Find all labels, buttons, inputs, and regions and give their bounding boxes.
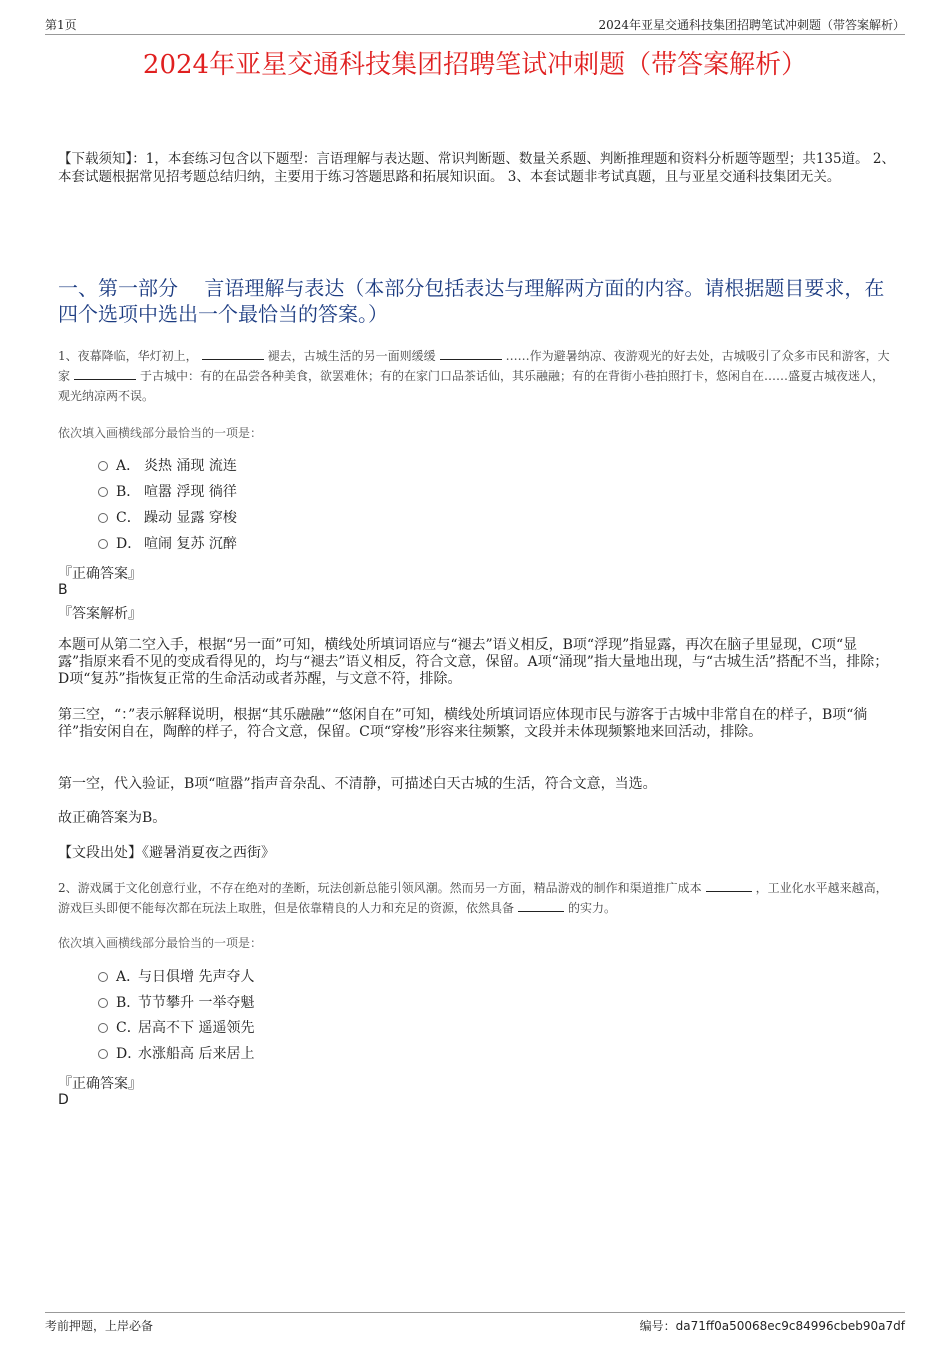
header-doc-title: 2024年亚星交通科技集团招聘笔试冲刺题（带答案解析） [598,18,905,32]
page-footer [45,1312,905,1333]
q2-option-d[interactable] [98,1044,254,1064]
q1-analysis-p1: 本题可从第二空入手，根据“另一面”可知，横线处所填词语应与“褪去”语义相反，B项“浮现”指显露，再次在脑子里显现，C项“显露”指原来看不见的变成看得见的，均与“褪去”语义相反，符合文意，保留。A项“涌现”指大量地出现，与“古城生活”搭配不当，排除；D项“复苏”指恢复正常的生命活动或者苏醒，与文意不符，排除。 [58,637,889,687]
q1-text-2: 褪去，古城生活的另一面则缓缓 [267,349,436,363]
document-title: 2024年亚星交通科技集团招聘笔试冲刺题（带答案解析） [142,50,808,80]
option-letter: C． [116,1020,141,1036]
option-letter: A． [116,969,141,985]
radio-icon[interactable] [98,513,108,523]
q2-text-1: 2、游戏属于文化创意行业，不存在绝对的垄断，玩法创新总能引领风潮。然而另一方面，精品游戏的制作和渠道推广成本 [58,881,702,895]
q2-answer: D [58,1092,69,1108]
footer-code-value: da71ff0a50068ec9c84996cbeb90a7df [675,1319,905,1333]
option-letter: B． [116,484,141,500]
q1-analysis-label: 『答案解析』 [58,606,142,622]
option-text: 与日俱增 先声夺人 [138,969,255,985]
option-text: 居高不下 遥遥领先 [138,1020,255,1036]
question-2-stem [58,878,895,918]
q2-blank-2 [518,899,564,912]
radio-icon[interactable] [98,461,108,471]
radio-icon[interactable] [98,972,108,982]
section-heading: 一、第一部分 言语理解与表达（本部分包括表达与理解两方面的内容。请根据题目要求，在四个选项中选出一个最恰当的答案。） [58,276,885,326]
q2-answer-label: 『正确答案』 [58,1076,142,1092]
option-letter: B． [116,995,141,1011]
q1-option-a[interactable] [98,456,237,476]
q1-text-3: ……作为避暑纳凉、夜游观光的好去处，古城吸引了众多市民和游客，大家 [58,349,890,383]
question-1-stem [58,346,895,406]
q1-option-b[interactable] [98,482,237,502]
option-text: 节节攀升 一举夺魁 [138,995,255,1011]
page-number: 第1页 [45,18,77,32]
q1-option-c[interactable] [98,508,237,528]
footer-slogan: 考前押题，上岸必备 [45,1319,154,1333]
option-text: 喧闹 复苏 沉醉 [144,536,237,552]
option-letter: D． [116,1046,142,1062]
footer-code [640,1317,905,1334]
q1-option-d[interactable] [98,534,237,554]
q2-text-3: 的实力。 [568,901,617,915]
q1-blank-3 [74,367,136,380]
page-header [45,16,905,35]
option-text: 喧嚣 浮现 徜徉 [144,484,237,500]
q1-answer: B [58,582,68,598]
q1-prompt: 依次填入画横线部分最恰当的一项是： [58,426,263,440]
option-letter: D． [116,536,142,552]
radio-icon[interactable] [98,1049,108,1059]
q2-prompt: 依次填入画横线部分最恰当的一项是： [58,936,263,950]
footer-code-label: 编号： [639,1319,676,1333]
radio-icon[interactable] [98,487,108,497]
option-text: 躁动 显露 穿梭 [144,510,237,526]
q2-text-2: ，工业化水平越来越高，游戏巨头即便不能每次都在玩法上取胜，但是依靠精良的人力和充足的资源，依然具备 [58,881,888,915]
option-letter: C． [116,510,141,526]
q2-option-b[interactable] [98,993,254,1013]
q1-text-4: 于古城中：有的在品尝各种美食，欲罢难休；有的在家门口品茶话仙，其乐融融；有的在背街小巷拍照打卡，悠闲自在……盛夏古城夜迷人，观光纳凉两不误。 [58,369,885,403]
q2-option-a[interactable] [98,967,254,987]
q1-text-1: 1、夜幕降临，华灯初上， [58,349,198,363]
q1-analysis-p2: 第三空，“：”表示解释说明，根据“其乐融融”“悠闲自在”可知，横线处所填词语应体现市民与游客于古城中非常自在的样子，B项“徜徉”指安闲自在，陶醉的样子，符合文意，保留。C项“穿梭”形容来往频繁，文段并未体现频繁地来回活动，排除。 [58,707,868,740]
radio-icon[interactable] [98,1023,108,1033]
q1-analysis-p3: 第一空，代入验证，B项“喧嚣”指声音杂乱、不清静，可描述白天古城的生活，符合文意，当选。 [58,776,657,792]
q1-blank-1 [202,347,264,360]
radio-icon[interactable] [98,539,108,549]
option-letter: A． [116,458,141,474]
q1-analysis-p4: 故正确答案为B。 [58,810,167,826]
q1-blank-2 [440,347,502,360]
q1-source: 【文段出处】《避暑消夏夜之西街》 [58,845,275,861]
option-text: 炎热 涌现 流连 [144,458,237,474]
radio-icon[interactable] [98,998,108,1008]
q2-option-c[interactable] [98,1018,254,1038]
download-notice: 【下载须知】：1，本套练习包含以下题型：言语理解与表达题、常识判断题、数量关系题、判断推理题和资料分析题等题型；共135道。 2、本套试题根据常见招考题总结归纳，主要用于练习答题思路和拓展知识面。 3、本套试题非考试真题，且与亚星交通科技集团无关。 [58,151,895,185]
q1-answer-label: 『正确答案』 [58,566,142,582]
option-text: 水涨船高 后来居上 [138,1046,255,1062]
q2-blank-1 [706,879,752,892]
